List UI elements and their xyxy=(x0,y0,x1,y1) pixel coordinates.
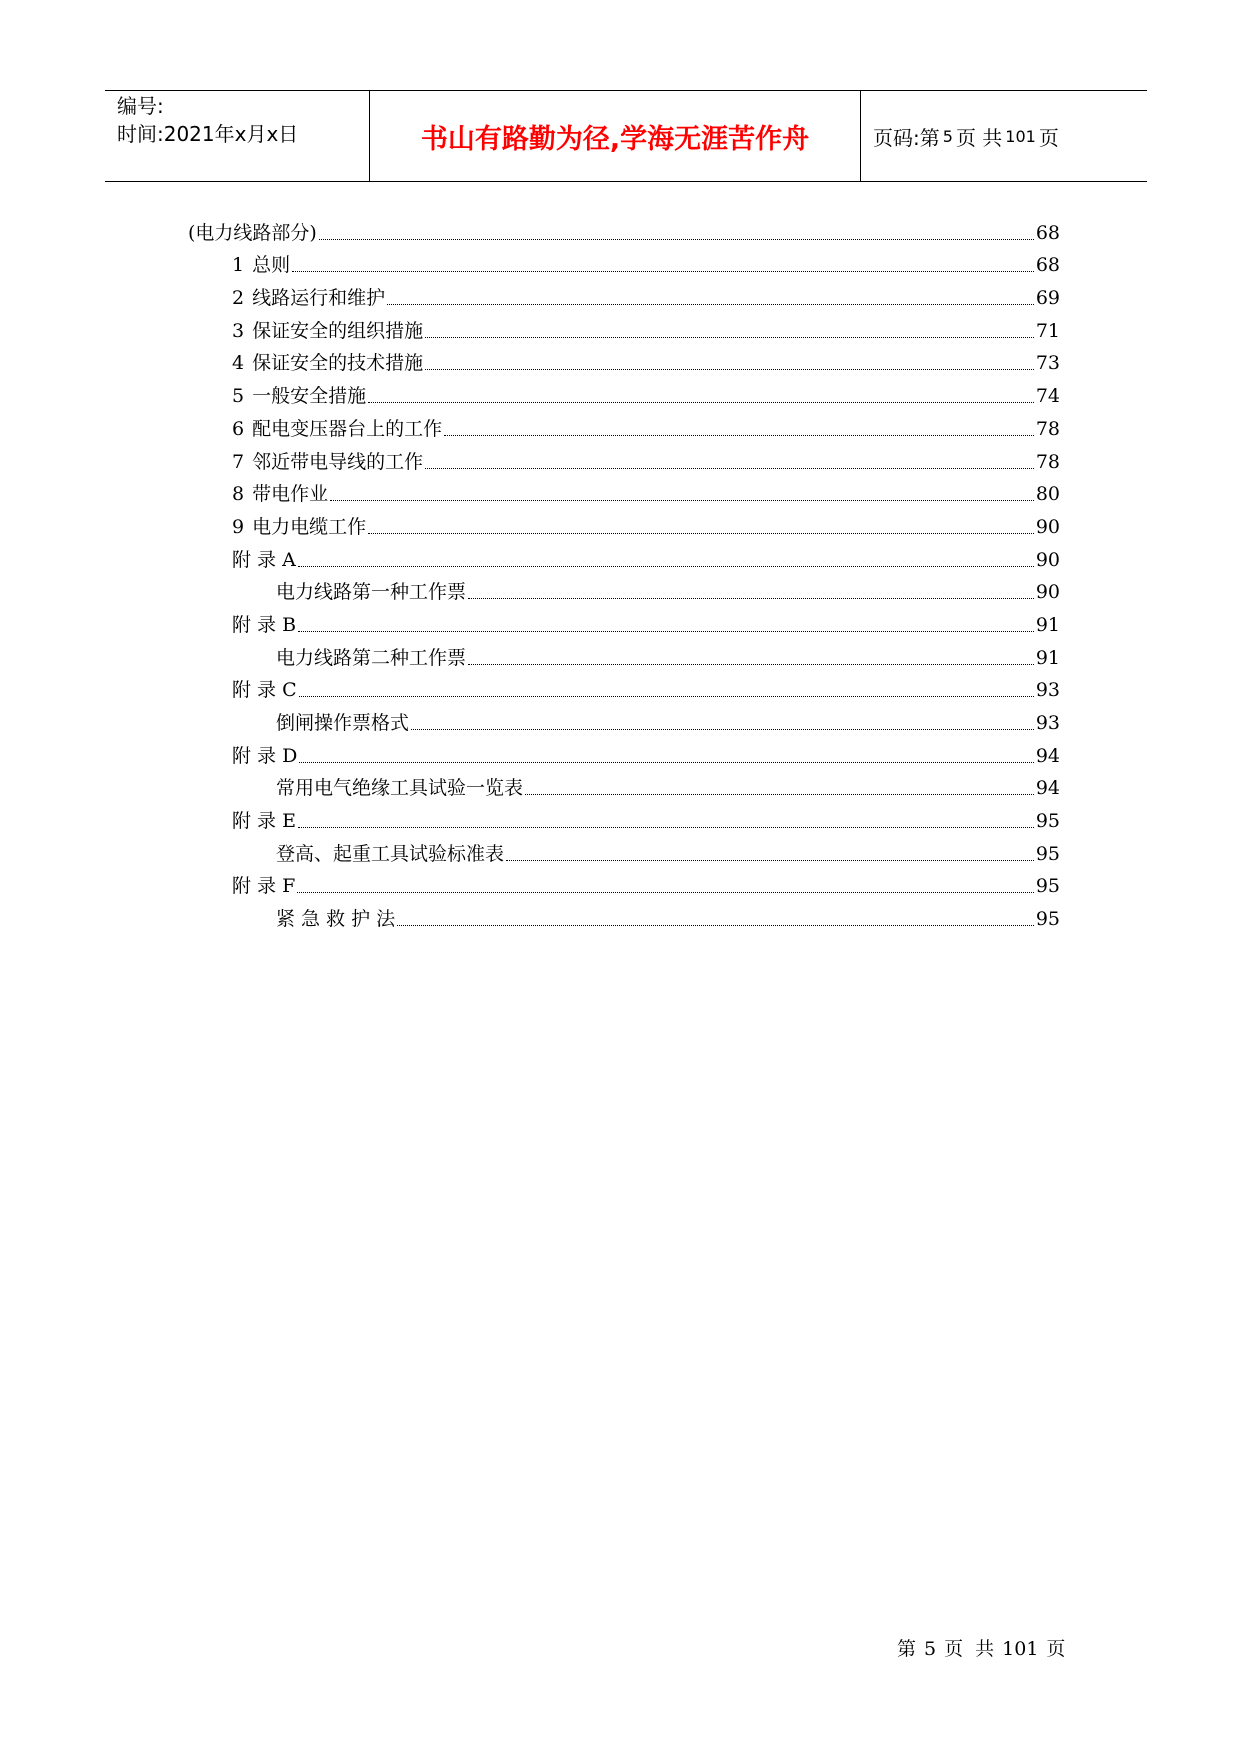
toc-entry[interactable] xyxy=(188,375,1060,408)
toc-entry-label xyxy=(232,515,366,539)
toc-entry-label xyxy=(276,907,395,931)
toc-entry-number: 1 xyxy=(232,254,245,277)
header-page-current: 5 xyxy=(942,126,953,146)
footer-prefix: 第 xyxy=(897,1638,917,1660)
toc-entry-title: 紧 急 救 护 法 xyxy=(276,908,396,931)
toc-entry-page: 90 xyxy=(1035,581,1060,604)
toc-entry-number: 5 xyxy=(232,385,245,408)
toc-entry-number: 2 xyxy=(232,287,245,310)
toc-entry-title: 倒闸操作票格式 xyxy=(276,712,410,734)
toc-entry-label xyxy=(232,319,423,343)
toc-entry[interactable] xyxy=(188,898,1060,931)
toc-entry-title: 附 录 B xyxy=(232,613,297,636)
toc-entry[interactable] xyxy=(188,408,1060,441)
toc-entry-page: 90 xyxy=(1035,548,1060,571)
toc-entry-page: 73 xyxy=(1035,352,1060,375)
header-page-prefix: 页码:第 xyxy=(873,125,940,150)
toc-entry[interactable] xyxy=(188,735,1060,768)
toc-dot-leader xyxy=(298,566,1034,567)
toc-entry-label xyxy=(232,450,423,474)
toc-dot-leader xyxy=(299,762,1033,763)
toc-entry-page: 94 xyxy=(1035,744,1060,767)
toc-entry-page: 68 xyxy=(1035,254,1060,277)
toc-entry-label xyxy=(232,809,296,833)
toc-entry-number: 9 xyxy=(232,515,245,538)
toc-dot-leader xyxy=(425,369,1034,370)
toc-entry-page: 69 xyxy=(1035,287,1060,310)
toc-entry[interactable] xyxy=(188,506,1060,539)
toc-entry-title: 一般安全措施 xyxy=(252,385,367,408)
toc-entry-title: 电力电缆工作 xyxy=(252,515,367,538)
toc-entry[interactable] xyxy=(188,572,1060,605)
header-page-cell xyxy=(861,91,1147,181)
toc-entry[interactable] xyxy=(188,670,1060,703)
toc-entry-title: 登高、起重工具试验标准表 xyxy=(276,842,505,865)
toc-dot-leader xyxy=(525,794,1034,795)
toc-entry[interactable] xyxy=(188,866,1060,899)
toc-entry-title: 附 录 D xyxy=(232,744,298,767)
toc-dot-leader xyxy=(411,729,1034,730)
toc-entry-label xyxy=(232,744,297,768)
toc-entry-label xyxy=(232,613,296,637)
toc-entry-label xyxy=(232,253,290,277)
toc-entry[interactable] xyxy=(188,474,1060,507)
toc-entry-label xyxy=(276,646,466,670)
toc-entry-page: 95 xyxy=(1035,842,1060,865)
toc-entry[interactable] xyxy=(188,277,1060,310)
toc-entry-number: 4 xyxy=(232,352,245,375)
page-footer xyxy=(897,1634,1073,1661)
toc-entry-page: 93 xyxy=(1035,712,1060,734)
toc-entry[interactable] xyxy=(188,833,1060,866)
toc-dot-leader xyxy=(397,925,1034,926)
toc-entry-label xyxy=(232,678,297,702)
toc-entry[interactable] xyxy=(188,702,1060,735)
toc-dot-leader xyxy=(387,304,1034,305)
footer-suffix: 页 xyxy=(1046,1638,1066,1660)
toc-entry-title: 总则 xyxy=(252,254,291,277)
toc-entry-title: 附 录 A xyxy=(232,548,296,571)
toc-entry[interactable] xyxy=(188,539,1060,572)
toc-entry-label xyxy=(232,548,296,572)
toc-entry-title: 线路运行和维护 xyxy=(252,287,386,310)
toc-entry-title: 保证安全的技术措施 xyxy=(252,352,424,375)
toc-entry-number: 7 xyxy=(232,450,245,473)
toc-entry-title: (电力线路部分) xyxy=(188,221,317,244)
toc-entry-label xyxy=(232,874,295,898)
header-meta-cell xyxy=(105,91,370,181)
toc-entry[interactable] xyxy=(188,441,1060,474)
header-page-mid: 页 共 xyxy=(955,125,1003,150)
toc-entry[interactable] xyxy=(188,604,1060,637)
toc-entry-page: 94 xyxy=(1035,777,1060,800)
toc-dot-leader xyxy=(292,271,1034,272)
toc-entry-label xyxy=(276,580,466,604)
header-motto-cell xyxy=(370,91,861,181)
toc-entry-label xyxy=(232,351,423,375)
toc-entry-page: 90 xyxy=(1035,515,1060,538)
toc-entry-number: 8 xyxy=(232,483,245,506)
toc-entry-number: 3 xyxy=(232,319,245,342)
toc-dot-leader xyxy=(425,468,1034,469)
toc-entry-label xyxy=(276,711,409,735)
toc-entry-title: 附 录 C xyxy=(232,679,297,702)
toc-entry-page: 95 xyxy=(1035,875,1060,898)
toc-dot-leader xyxy=(468,664,1034,665)
toc-dot-leader xyxy=(330,500,1034,501)
toc-dot-leader xyxy=(506,860,1034,861)
toc-entry-title: 邻近带电导线的工作 xyxy=(252,450,424,473)
toc-entry-label xyxy=(276,842,504,866)
toc-dot-leader xyxy=(425,337,1034,338)
toc-entry-title: 电力线路第一种工作票 xyxy=(276,581,467,604)
document-time-label: 时间:2021年x月x日 xyxy=(117,122,299,146)
toc-entry-page: 78 xyxy=(1035,450,1060,473)
toc-entry[interactable] xyxy=(188,245,1060,278)
toc-entry-title: 保证安全的组织措施 xyxy=(252,319,424,342)
toc-entry-page: 68 xyxy=(1035,221,1060,244)
toc-entry-title: 配电变压器台上的工作 xyxy=(252,417,443,440)
toc-entry-label xyxy=(232,286,385,310)
toc-entry-page: 80 xyxy=(1035,483,1060,506)
toc-entry[interactable] xyxy=(188,343,1060,376)
document-number-label: 编号: xyxy=(117,94,164,118)
toc-dot-leader xyxy=(299,696,1034,697)
toc-entry-label xyxy=(232,482,328,506)
toc-entry-page: 95 xyxy=(1035,908,1060,931)
toc-entry-page: 95 xyxy=(1035,810,1060,833)
toc-entry-title: 带电作业 xyxy=(252,483,329,506)
header-motto: 书山有路勤为径,学海无涯苦作舟 xyxy=(420,123,810,155)
header-page-total: 101 xyxy=(1005,126,1036,146)
footer-mid: 页 共 xyxy=(944,1638,995,1660)
toc-entry-number: 6 xyxy=(232,417,245,440)
toc-dot-leader xyxy=(298,827,1034,828)
toc-dot-leader xyxy=(319,239,1034,240)
toc-entry-page: 71 xyxy=(1035,319,1060,342)
toc-entry-label xyxy=(232,384,366,408)
toc-entry-title: 附 录 F xyxy=(232,875,296,898)
toc-dot-leader xyxy=(368,402,1034,403)
toc-entry-page: 91 xyxy=(1035,646,1060,669)
toc-dot-leader xyxy=(468,598,1034,599)
toc-entry[interactable] xyxy=(188,768,1060,801)
toc-dot-leader xyxy=(298,631,1034,632)
toc-entry-page: 78 xyxy=(1035,417,1060,440)
toc-dot-leader xyxy=(368,533,1034,534)
footer-total: 101 xyxy=(1002,1638,1039,1660)
toc-entry[interactable] xyxy=(188,800,1060,833)
toc-dot-leader xyxy=(297,892,1034,893)
page-header xyxy=(105,90,1147,182)
toc-entry[interactable] xyxy=(188,637,1060,670)
toc-entry-page: 91 xyxy=(1035,613,1060,636)
table-of-contents xyxy=(188,212,1060,931)
toc-entry[interactable] xyxy=(188,212,1060,245)
toc-dot-leader xyxy=(444,435,1034,436)
toc-entry-label xyxy=(188,221,317,245)
toc-entry-title: 常用电气绝缘工具试验一览表 xyxy=(276,777,524,800)
toc-entry-title: 附 录 E xyxy=(232,810,296,833)
toc-entry[interactable] xyxy=(188,310,1060,343)
header-page-suffix: 页 xyxy=(1038,125,1059,150)
toc-entry-page: 74 xyxy=(1035,385,1060,408)
toc-entry-label xyxy=(276,776,523,800)
toc-entry-label xyxy=(232,417,442,441)
footer-current: 5 xyxy=(924,1638,937,1660)
toc-entry-title: 电力线路第二种工作票 xyxy=(276,646,467,669)
toc-entry-page: 93 xyxy=(1035,679,1060,702)
